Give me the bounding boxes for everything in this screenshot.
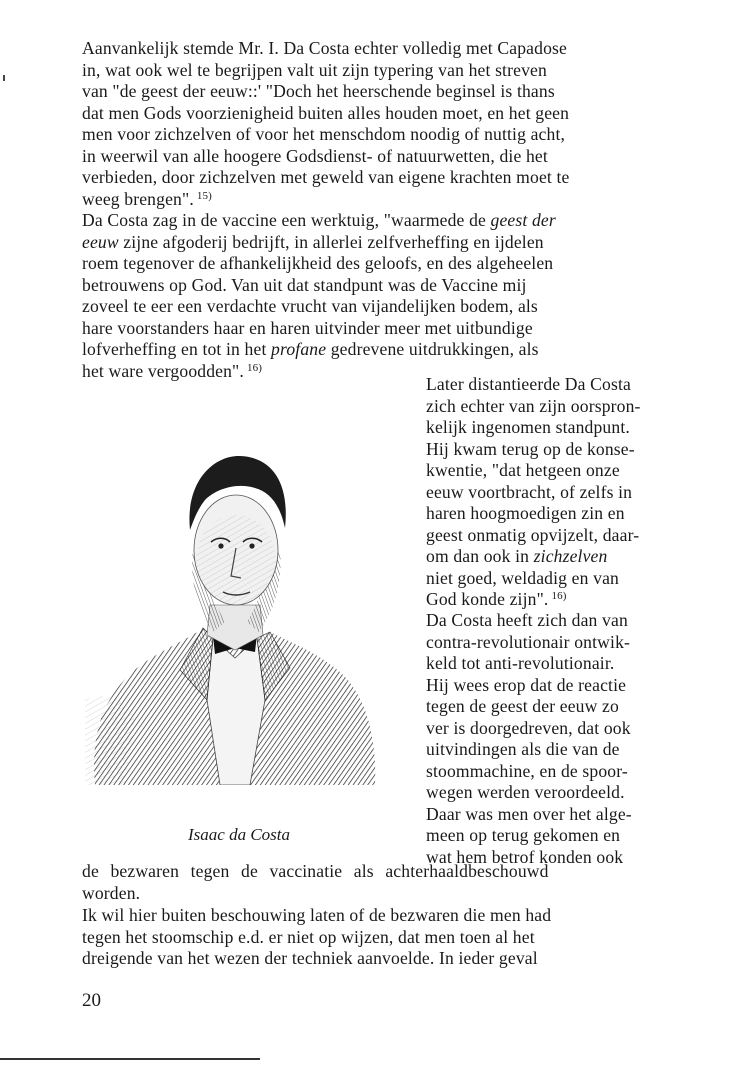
portrait-caption: Isaac da Costa xyxy=(188,825,290,844)
paragraph-vaccine xyxy=(82,210,556,382)
text-line xyxy=(82,210,556,232)
text-run: het ware vergoodden". xyxy=(82,360,244,381)
text-line: stoommachine, en de spoor- xyxy=(426,760,628,781)
text-line: geest onmatig opvijzelt, daar- xyxy=(426,524,640,545)
text-line: keld tot anti-revolutionair. xyxy=(426,653,615,673)
text-line: zich echter van zijn oorspron- xyxy=(426,395,641,416)
footnote-ref: 16) xyxy=(551,590,567,602)
text-line: niet goed, weldadig en van xyxy=(426,567,619,588)
text-run: weeg brengen". xyxy=(82,188,194,209)
text-run: God konde zijn". xyxy=(426,589,549,609)
text-line: Hij kwam terug op de konse- xyxy=(426,438,635,459)
text-line xyxy=(82,339,556,361)
text-line: hare voorstanders haar en haren uitvinder meer met uitbundige xyxy=(82,317,533,338)
text-line: kelijk ingenomen standpunt. xyxy=(426,417,630,437)
text-line: Ik wil hier buiten beschouwing laten of de bezwaren die men had xyxy=(82,905,552,925)
paragraph-stoomschip xyxy=(82,905,551,970)
text-line: verbieden, door zichzelven met geweld van eigene krachten moet te xyxy=(82,167,570,187)
paragraph-vaccinatie xyxy=(82,861,549,904)
text-run: om dan ook in xyxy=(426,546,534,566)
italic-run: eeuw xyxy=(82,231,119,252)
text-line: betrouwens op God. Van uit dat standpunt was de Vaccine mij xyxy=(82,274,527,295)
margin-mark xyxy=(3,75,5,81)
footnote-ref: 16) xyxy=(246,361,263,374)
text-line: van "de geest der eeuw::' "Doch het heerschende beginsel is thans xyxy=(82,81,555,101)
paragraph-anti-revolutionair xyxy=(426,610,632,868)
text-line: Aanvankelijk stemde Mr. I. Da Costa echter volledig met Capadose xyxy=(82,38,567,58)
paragraph-distantieerde xyxy=(426,374,641,611)
footnote-ref: 15) xyxy=(196,189,212,202)
italic-run: zichzelven xyxy=(533,546,608,566)
italic-run: profane xyxy=(271,339,327,359)
text-run: Da Costa zag in de vaccine een werktuig, "waarmede de xyxy=(82,210,491,230)
text-line: Daar was men over het alge- xyxy=(426,803,632,824)
portrait-engraving xyxy=(85,400,385,785)
text-line: dat men Gods voorzienigheid buiten alles houden moet, en het geen xyxy=(82,102,570,123)
text-line: wegen werden veroordeeld. xyxy=(426,782,625,802)
text-line: de bezwaren tegen de vaccinatie als achterhaaldbeschouwd xyxy=(82,861,549,881)
text-line: haren hoogmoedigen zin en xyxy=(426,503,625,523)
text-line: uitvindingen als die van de xyxy=(426,739,620,759)
italic-run: geest der xyxy=(490,210,556,230)
text-line: Da Costa heeft zich dan van xyxy=(426,610,628,630)
paragraph-capadose xyxy=(82,38,570,210)
text-run: lofverheffing en tot in het xyxy=(82,339,272,359)
text-line: Hij wees erop dat de reactie xyxy=(426,674,627,695)
text-line: ver is doorgedreven, dat ook xyxy=(426,717,631,738)
text-line: tegen het stoomschip e.d. er niet op wijzen, dat men toen al het xyxy=(82,926,535,947)
text-line xyxy=(426,589,641,611)
text-line: Later distantieerde Da Costa xyxy=(426,374,631,394)
text-line: zoveel te eer een verdachte vrucht van vijandelijken bodem, als xyxy=(82,296,538,316)
text-line: kwentie, "dat hetgeen onze xyxy=(426,460,620,480)
text-line: dreigende van het wezen der techniek aanvoelde. In ieder geval xyxy=(82,948,538,968)
text-line: men voor zichzelven of voor het menschdom noodig of nuttig acht, xyxy=(82,124,566,144)
text-line: in, wat ook wel te begrijpen valt uit zijn typering van het streven xyxy=(82,59,547,80)
text-line xyxy=(82,189,570,211)
text-line: wat hem betrof konden ook xyxy=(426,846,624,867)
text-line: eeuw voortbracht, of zelfs in xyxy=(426,481,633,502)
text-line xyxy=(426,546,641,568)
text-line: tegen de geest der eeuw zo xyxy=(426,696,619,716)
bottom-rule xyxy=(0,1058,260,1060)
text-run: zijne afgoderij bedrijft, in allerlei zelfverheffing en ijdelen xyxy=(118,231,544,252)
text-line: roem tegenover de afhankelijkheid des geloofs, en des algeheelen xyxy=(82,253,554,273)
page-number: 20 xyxy=(82,990,101,1011)
text-run: gedrevene uitdrukkingen, als xyxy=(326,339,539,359)
text-line: in weerwil van alle hoogere Godsdienst- of natuurwetten, die het xyxy=(82,145,548,166)
text-line: contra-revolutionair ontwik- xyxy=(426,631,631,652)
text-line: worden. xyxy=(82,882,141,903)
text-line xyxy=(82,232,556,254)
text-line: meen op terug gekomen en xyxy=(426,825,621,845)
